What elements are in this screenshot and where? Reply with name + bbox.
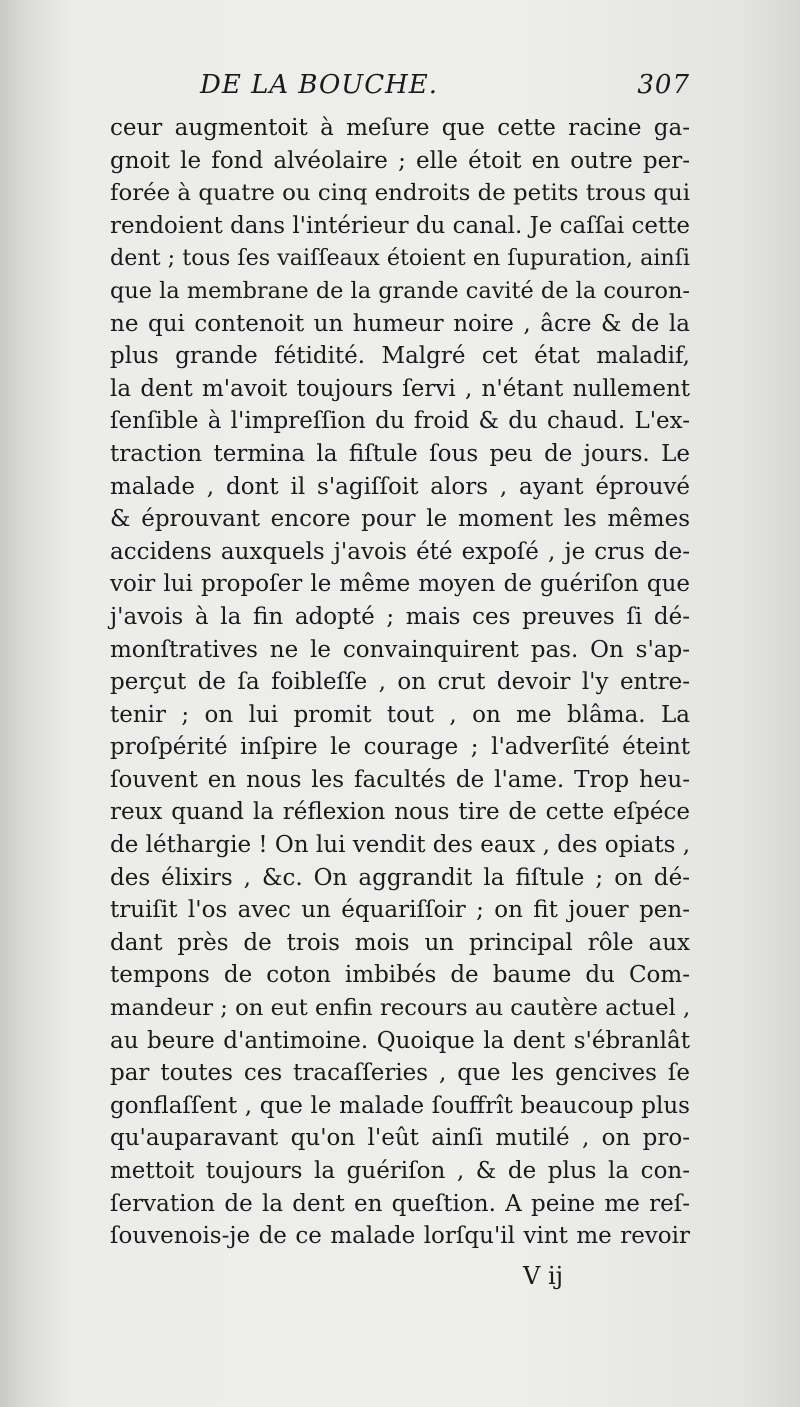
text-line: tenir ; on lui promit tout , on me blâma. La [110, 701, 690, 728]
text-line: j'avois à la fin adopté ; mais ces preuves ſi dé- [110, 603, 690, 630]
running-head: DE LA BOUCHE. [200, 70, 439, 100]
text-line: dent ; tous ſes vaiſſeaux étoient en ſupuration, ainſi [110, 245, 690, 272]
text-line: mettoit toujours la guériſon , & de plus la con- [110, 1158, 690, 1184]
text-line: & éprouvant encore pour le moment les mêmes [110, 506, 690, 533]
body-text [110, 112, 690, 1253]
text-line: que la membrane de la grande cavité de la couron- [110, 277, 690, 304]
text-line: ceur augmentoit à meſure que cette racine ga- [110, 115, 690, 141]
text-line: accidens auxquels j'avois été expoſé , je crus de- [110, 538, 690, 565]
text-line: ſervation de la dent en queſtion. A peine me reſ- [110, 1190, 690, 1217]
text-line: mandeur ; on eut enfin recours au cautère actuel , [110, 995, 691, 1022]
signature-mark: V ij [523, 1262, 564, 1290]
text-line: de léthargie ! On lui vendit des eaux , des opiats , [110, 832, 691, 859]
text-line: tempons de coton imbibés de baume du Com- [110, 962, 690, 989]
text-line: gnoit le fond alvéolaire ; elle étoit en outre per- [110, 147, 690, 174]
page-number: 307 [637, 70, 690, 100]
text-line: qu'auparavant qu'on l'eût ainſi mutilé , on pro- [110, 1125, 690, 1152]
text-line: au beure d'antimoine. Quoique la dent s'ébranlât [110, 1027, 690, 1054]
text-line: ne qui contenoit un humeur noire , âcre & de la [110, 310, 690, 337]
text-line: voir lui propoſer le même moyen de guériſon que [110, 571, 690, 598]
text-line: plus grande fétidité. Malgré cet état maladif, [110, 343, 690, 370]
text-line: ſenſible à l'impreſſion du froid & du chaud. L'ex- [110, 408, 690, 435]
text-line: par toutes ces tracaſſeries , que les gencives ſe [110, 1060, 690, 1087]
text-line: reux quand la réflexion nous tire de cette eſpéce [110, 799, 690, 826]
text-line: malade , dont il s'agiſſoit alors , ayant éprouvé [110, 473, 690, 500]
text-line: truiſit l'os avec un équariſſoir ; on fit jouer pen- [110, 897, 690, 924]
text-line: forée à quatre ou cinq endroits de petits trous qui [110, 180, 690, 207]
text-line: ſouvent en nous les facultés de l'ame. Trop heu- [110, 766, 690, 793]
text-line: rendoient dans l'intérieur du canal. Je caſſai cette [110, 212, 690, 239]
text-line: des élixirs , &c. On aggrandit la fiſtule ; on dé- [110, 864, 690, 891]
text-line: gonflaſſent , que le malade ſouffrît beaucoup plus [110, 1092, 690, 1119]
text-line: la dent m'avoit toujours ſervi , n'étant nullement [110, 375, 690, 402]
text-line: proſpérité inſpire le courage ; l'adverſité éteint [110, 734, 690, 761]
text-line: perçut de ſa foibleſſe , on crut devoir l'y entre- [110, 669, 690, 696]
text-line: traction termina la fiſtule ſous peu de jours. Le [110, 440, 690, 467]
text-line: monſtratives ne le convainquirent pas. On s'ap- [110, 636, 690, 663]
text-line: ſouvenois-je de ce malade lorſqu'il vint me revoir [110, 1223, 690, 1250]
text-line: dant près de trois mois un principal rôle aux [110, 929, 690, 956]
page-header [200, 70, 690, 110]
